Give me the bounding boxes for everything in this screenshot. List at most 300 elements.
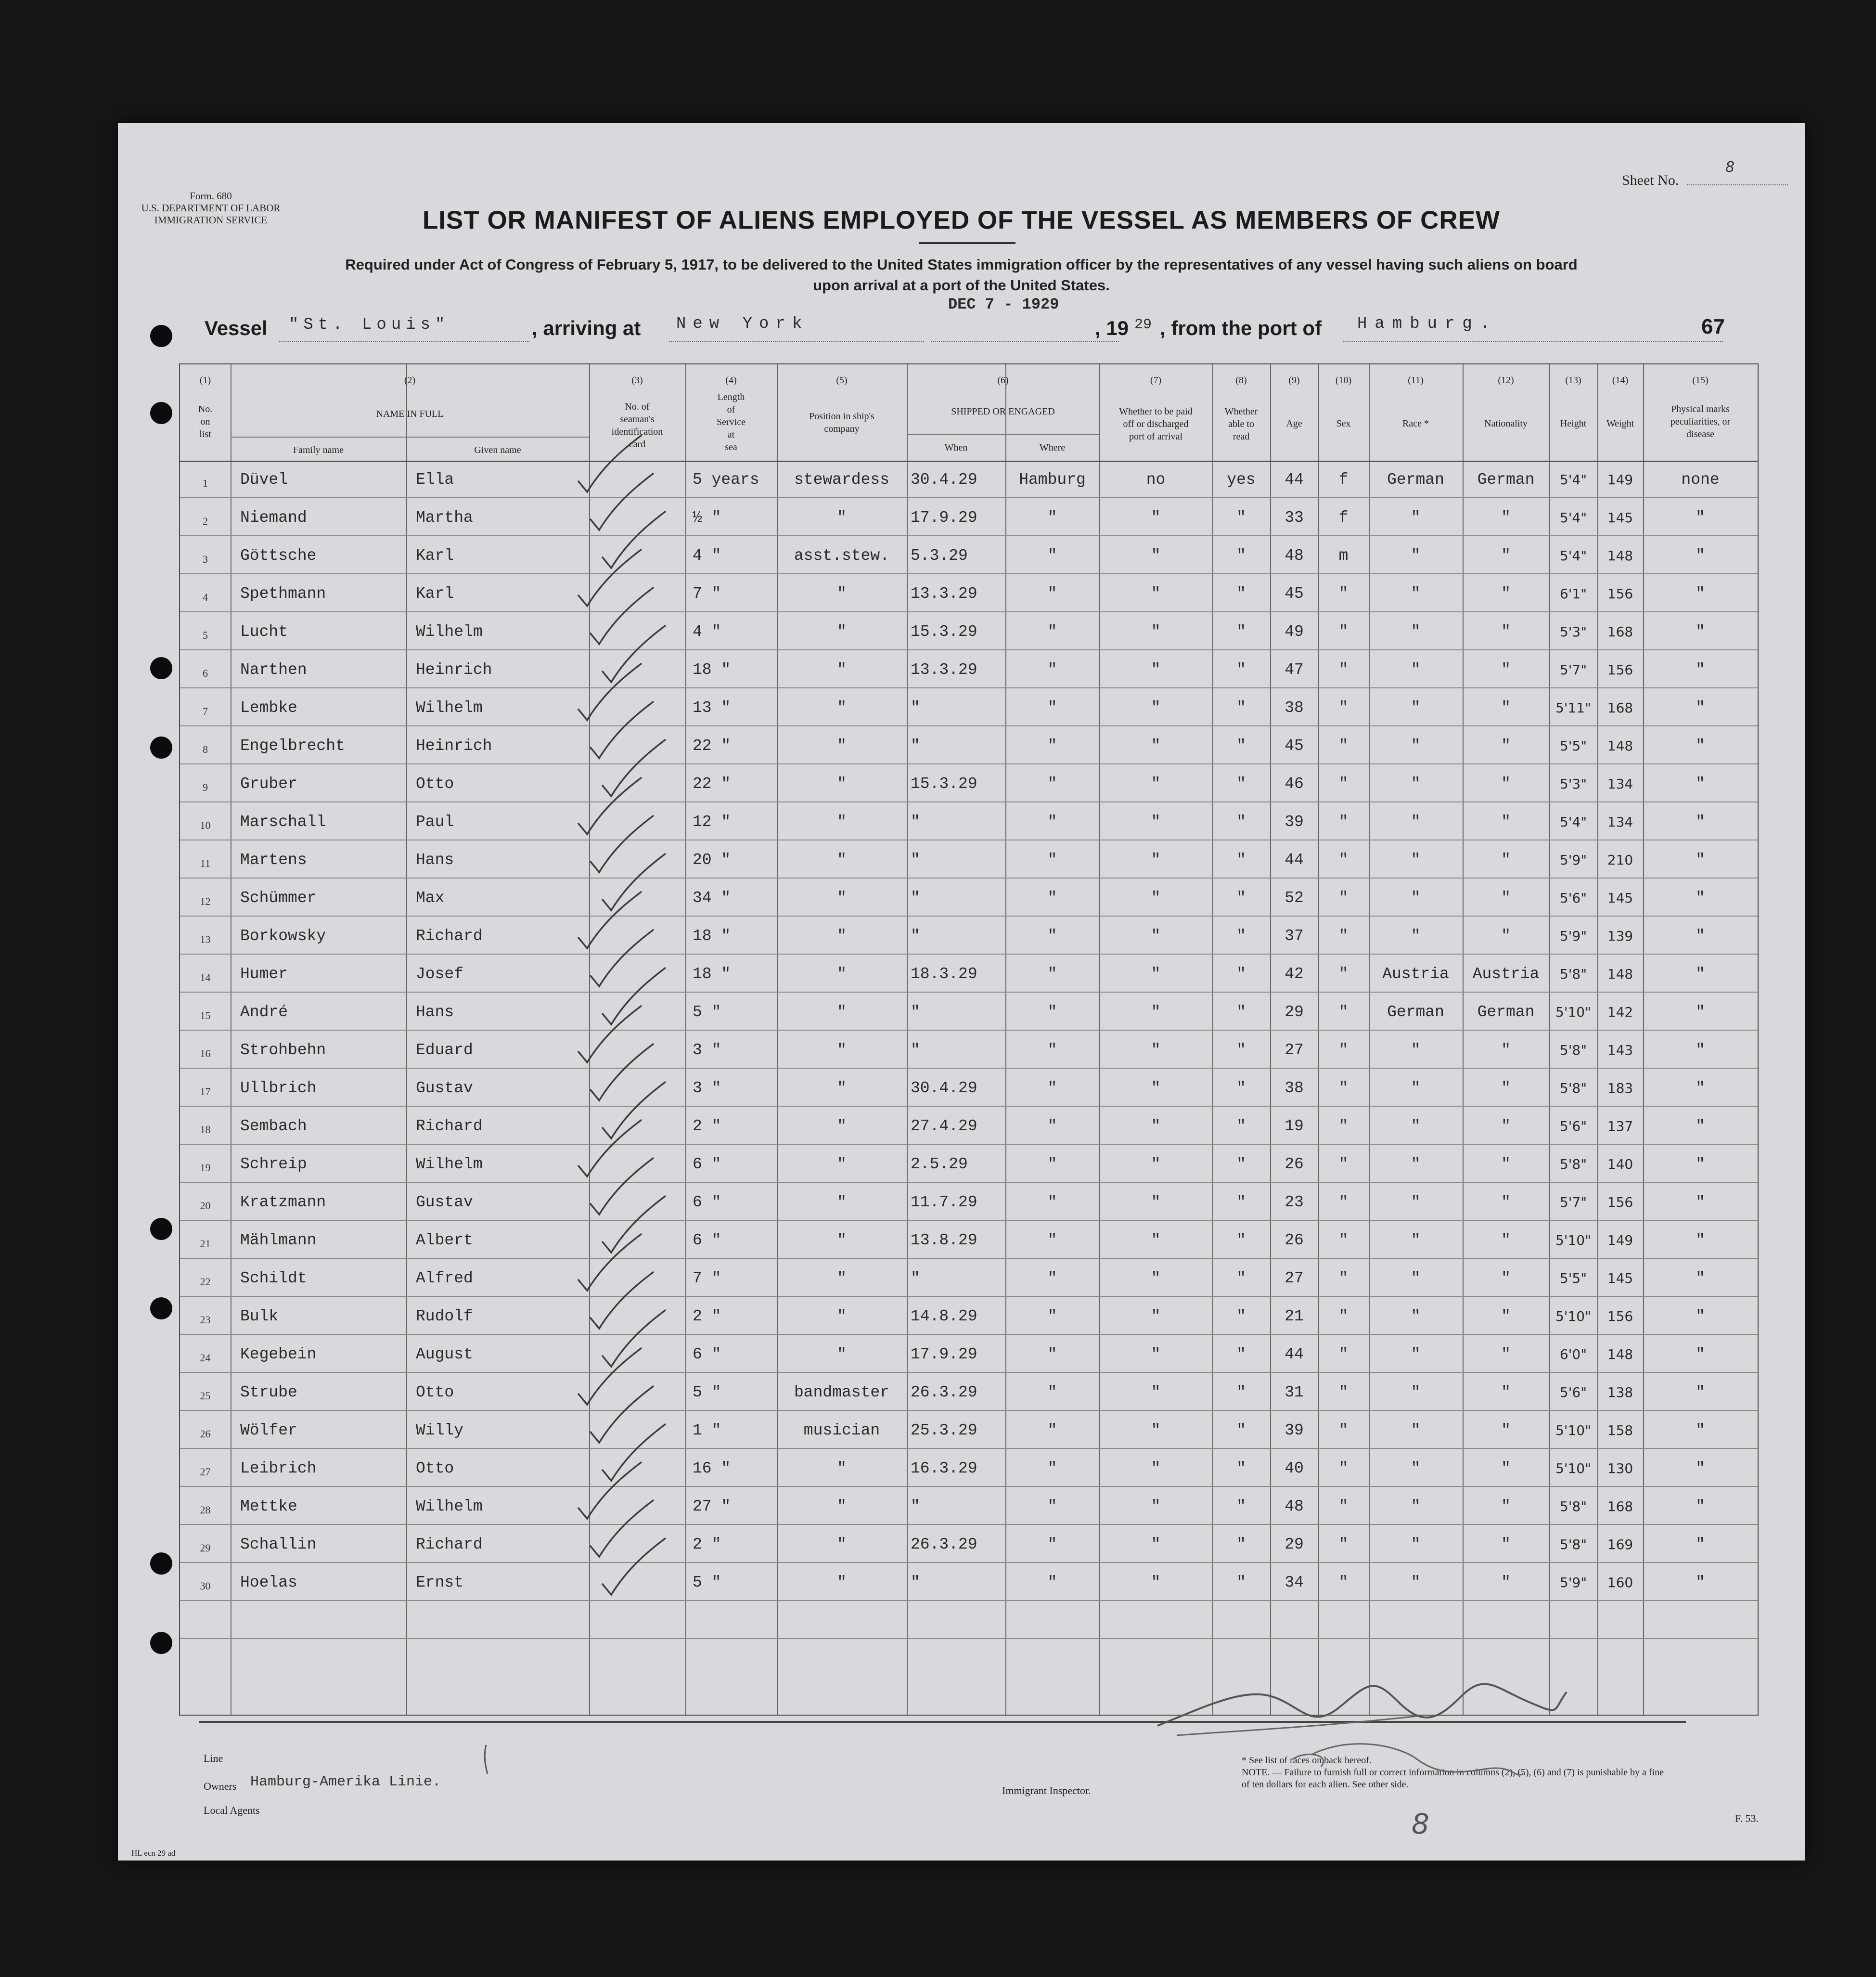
- cell-sex: ": [1338, 1117, 1349, 1135]
- cell-service: 18 ": [693, 661, 731, 679]
- row-number: 13: [200, 933, 211, 945]
- cell-marks: ": [1696, 927, 1705, 945]
- cell-age: 37: [1285, 927, 1304, 945]
- cell-paid: ": [1151, 813, 1161, 831]
- cell-when: 18.3.29: [911, 965, 977, 983]
- cell-sex: ": [1338, 1193, 1349, 1211]
- cell-weight: 160: [1607, 1575, 1633, 1590]
- cell-race: ": [1411, 1041, 1421, 1059]
- cell-marks: ": [1696, 623, 1705, 641]
- cell-given: Josef: [416, 965, 464, 983]
- cell-paid: ": [1151, 1460, 1161, 1477]
- cell-family: Wölfer: [240, 1421, 297, 1439]
- cell-height: 5'6": [1559, 1384, 1587, 1400]
- cell-read: ": [1236, 1383, 1246, 1401]
- row-number: 26: [200, 1428, 211, 1440]
- cell-nationality: ": [1501, 1079, 1511, 1097]
- cell-family: Hoelas: [240, 1574, 297, 1591]
- cell-given: Otto: [416, 1460, 454, 1477]
- col-2-label: NAME IN FULL: [376, 409, 444, 419]
- cell-when: 30.4.29: [911, 471, 977, 489]
- col-11-number: (11): [1408, 375, 1424, 386]
- cell-service: 4 ": [693, 623, 721, 641]
- cell-marks: ": [1696, 851, 1705, 869]
- departure-port: Hamburg.: [1357, 315, 1498, 333]
- cell-where: ": [1047, 1193, 1057, 1211]
- cell-weight: 145: [1607, 510, 1633, 526]
- manifest-sheet: [118, 123, 1805, 1861]
- cell-where: ": [1047, 775, 1057, 793]
- row-number: 17: [200, 1085, 211, 1098]
- cell-where: ": [1047, 1536, 1057, 1553]
- cell-service: 13 ": [693, 699, 731, 717]
- cell-nationality: ": [1501, 1155, 1511, 1173]
- cell-when: ": [911, 1041, 920, 1059]
- cell-given: Hans: [416, 851, 454, 869]
- cell-position: ": [837, 1307, 847, 1325]
- subtitle-line-2: upon arrival at a port of the United States.: [813, 277, 1110, 294]
- cell-family: Lembke: [240, 699, 297, 717]
- cell-race: ": [1411, 1383, 1421, 1401]
- cell-read: ": [1236, 1498, 1246, 1515]
- cell-weight: 210: [1607, 852, 1633, 868]
- cell-nationality: ": [1501, 1383, 1511, 1401]
- cell-when: 26.3.29: [911, 1383, 977, 1401]
- cell-height: 5'9": [1559, 1575, 1587, 1590]
- cell-where: ": [1047, 1003, 1057, 1021]
- cell-nationality: ": [1501, 1269, 1511, 1287]
- cell-height: 5'5": [1559, 738, 1587, 754]
- col-6-where-label: Where: [1039, 442, 1066, 453]
- cell-paid: ": [1151, 1383, 1161, 1401]
- cell-height: 5'9": [1559, 852, 1587, 868]
- cell-marks: none: [1681, 471, 1720, 489]
- cell-age: 45: [1285, 585, 1304, 603]
- row-number: 3: [203, 553, 208, 565]
- row-number: 29: [200, 1542, 211, 1554]
- cell-family: Schildt: [240, 1269, 307, 1287]
- cell-weight: 137: [1607, 1118, 1633, 1134]
- immigrant-inspector-label: Immigrant Inspector.: [1002, 1784, 1091, 1796]
- cell-read: ": [1236, 1269, 1246, 1287]
- cell-position: ": [837, 661, 847, 679]
- cell-sex: f: [1338, 509, 1349, 527]
- cell-sex: ": [1338, 1536, 1349, 1553]
- cell-sex: ": [1338, 1231, 1349, 1249]
- cell-marks: ": [1696, 965, 1705, 983]
- cell-where: ": [1047, 585, 1057, 603]
- cell-given: Ella: [416, 471, 454, 489]
- row-number: 19: [200, 1162, 211, 1174]
- cell-sex: ": [1338, 813, 1349, 831]
- col-8-label: Whether able to read: [1224, 406, 1258, 442]
- cell-nationality: ": [1501, 699, 1511, 717]
- cell-when: 5.3.29: [911, 547, 968, 565]
- cell-given: Otto: [416, 775, 454, 793]
- cell-sex: ": [1338, 1498, 1349, 1515]
- cell-read: ": [1236, 813, 1246, 831]
- col-9-label: Age: [1286, 418, 1302, 429]
- cell-age: 44: [1285, 851, 1304, 869]
- cell-height: 5'3": [1559, 776, 1587, 792]
- cell-age: 38: [1285, 699, 1304, 717]
- cell-where: ": [1047, 1421, 1057, 1439]
- cell-where: ": [1047, 1117, 1057, 1135]
- line-label: Line: [204, 1752, 223, 1764]
- cell-read: ": [1236, 775, 1246, 793]
- cell-nationality: ": [1501, 737, 1511, 755]
- cell-family: Leibrich: [240, 1460, 317, 1477]
- cell-height: 5'10": [1555, 1460, 1592, 1476]
- cell-weight: 142: [1607, 1004, 1633, 1020]
- cell-race: ": [1411, 1193, 1421, 1211]
- col-10-number: (10): [1335, 375, 1352, 386]
- cell-read: ": [1236, 1193, 1246, 1211]
- col-15-number: (15): [1692, 375, 1709, 386]
- cell-read: ": [1236, 1345, 1246, 1363]
- row-number: 6: [203, 667, 208, 679]
- cell-weight: 156: [1607, 586, 1633, 602]
- cell-service: 2 ": [693, 1117, 721, 1135]
- cell-race: ": [1411, 1345, 1421, 1363]
- cell-height: 5'4": [1559, 548, 1587, 564]
- cell-weight: 158: [1607, 1422, 1633, 1438]
- page-title: LIST OR MANIFEST OF ALIENS EMPLOYED OF THE VESSEL AS MEMBERS OF CREW: [422, 206, 1501, 234]
- col-13-number: (13): [1565, 375, 1581, 386]
- cell-race: ": [1411, 1536, 1421, 1553]
- cell-sex: ": [1338, 1079, 1349, 1097]
- row-number: 8: [203, 743, 208, 755]
- cell-given: Rudolf: [416, 1307, 473, 1325]
- cell-read: ": [1236, 1307, 1246, 1325]
- cell-read: ": [1236, 585, 1246, 603]
- cell-when: 14.8.29: [911, 1307, 977, 1325]
- cell-family: Niemand: [240, 509, 307, 527]
- sheet-number-label: Sheet No.: [1622, 172, 1679, 188]
- cell-given: Richard: [416, 1117, 483, 1135]
- cell-where: ": [1047, 927, 1057, 945]
- cell-family: Mählmann: [240, 1231, 317, 1249]
- row-number: 20: [200, 1200, 211, 1212]
- cell-marks: ": [1696, 813, 1705, 831]
- cell-given: Richard: [416, 927, 483, 945]
- cell-nationality: German: [1477, 471, 1535, 489]
- row-number: 16: [200, 1047, 211, 1060]
- col-15-label: Physical marks peculiarities, or disease: [1670, 404, 1731, 439]
- cell-position: ": [837, 851, 847, 869]
- cell-sex: ": [1338, 585, 1349, 603]
- cell-nationality: ": [1501, 1574, 1511, 1591]
- cell-nationality: ": [1501, 1307, 1511, 1325]
- cell-position: ": [837, 1574, 847, 1591]
- cell-age: 39: [1285, 813, 1304, 831]
- cell-paid: ": [1151, 737, 1161, 755]
- cell-where: ": [1047, 737, 1057, 755]
- cell-paid: ": [1151, 547, 1161, 565]
- cell-race: ": [1411, 1231, 1421, 1249]
- cell-paid: ": [1151, 1041, 1161, 1059]
- cell-height: 5'7": [1559, 662, 1587, 678]
- cell-where: ": [1047, 1345, 1057, 1363]
- cell-position: ": [837, 737, 847, 755]
- cell-race: ": [1411, 1498, 1421, 1515]
- row-number: 24: [200, 1352, 211, 1364]
- cell-family: Düvel: [240, 471, 288, 489]
- cell-read: yes: [1227, 471, 1256, 489]
- cell-sex: ": [1338, 851, 1349, 869]
- cell-given: Otto: [416, 1383, 454, 1401]
- cell-nationality: ": [1501, 585, 1511, 603]
- cell-family: Strube: [240, 1383, 297, 1401]
- margin-mark: [118, 123, 1805, 1861]
- cell-service: 6 ": [693, 1193, 721, 1211]
- cell-sex: ": [1338, 889, 1349, 907]
- cell-read: ": [1236, 927, 1246, 945]
- cell-family: Spethmann: [240, 585, 326, 603]
- cell-race: ": [1411, 623, 1421, 641]
- cell-given: Willy: [416, 1421, 464, 1439]
- cell-position: ": [837, 1460, 847, 1477]
- cell-age: 21: [1285, 1307, 1304, 1325]
- cell-marks: ": [1696, 1155, 1705, 1173]
- cell-weight: 168: [1607, 624, 1633, 640]
- col-10-label: Sex: [1336, 418, 1351, 429]
- cell-when: ": [911, 889, 920, 907]
- cell-weight: 139: [1607, 928, 1633, 944]
- cell-age: 27: [1285, 1041, 1304, 1059]
- col-4-label: Length of Service at sea: [717, 392, 745, 452]
- cell-position: ": [837, 1117, 847, 1135]
- cell-where: ": [1047, 699, 1057, 717]
- cell-sex: ": [1338, 965, 1349, 983]
- cell-nationality: ": [1501, 1498, 1511, 1515]
- cell-given: Karl: [416, 585, 454, 603]
- cell-height: 5'8": [1559, 966, 1587, 982]
- cell-height: 5'8": [1559, 1042, 1587, 1058]
- cell-position: ": [837, 623, 847, 641]
- cell-given: Eduard: [416, 1041, 473, 1059]
- cell-service: 3 ": [693, 1041, 721, 1059]
- cell-read: ": [1236, 661, 1246, 679]
- row-number: 1: [203, 477, 208, 489]
- cell-race: ": [1411, 1117, 1421, 1135]
- print-code: HL ecn 29 ad: [131, 1848, 176, 1858]
- arriving-port: New York: [676, 315, 809, 333]
- cell-when: ": [911, 1574, 920, 1591]
- cell-marks: ": [1696, 509, 1705, 527]
- cell-nationality: ": [1501, 1536, 1511, 1553]
- cell-position: ": [837, 1193, 847, 1211]
- cell-given: Gustav: [416, 1079, 473, 1097]
- cell-paid: ": [1151, 775, 1161, 793]
- col-6-when-label: When: [944, 442, 968, 453]
- cell-race: ": [1411, 1574, 1421, 1591]
- cell-marks: ": [1696, 1231, 1705, 1249]
- row-number: 15: [200, 1009, 211, 1021]
- penalty-note: NOTE. — Failure to furnish full or correct information in columns (2), (5), (6) and (7) is punishable by a fine of ten dollars for each alien. See other side.: [1242, 1767, 1664, 1790]
- col-2-given-label: Given name: [474, 445, 521, 455]
- cell-given: Hans: [416, 1003, 454, 1021]
- row-number: 14: [200, 971, 211, 983]
- row-number: 28: [200, 1504, 211, 1516]
- cell-where: ": [1047, 1460, 1057, 1477]
- col-1-number: (1): [199, 375, 211, 386]
- cell-race: ": [1411, 1079, 1421, 1097]
- cell-weight: 148: [1607, 548, 1633, 564]
- cell-service: 5 years: [693, 471, 759, 489]
- cell-where: ": [1047, 1041, 1057, 1059]
- cell-nationality: ": [1501, 813, 1511, 831]
- cell-weight: 149: [1607, 472, 1633, 488]
- cell-service: 5 ": [693, 1003, 721, 1021]
- cell-given: Karl: [416, 547, 454, 565]
- cell-weight: 148: [1607, 966, 1633, 982]
- cell-race: ": [1411, 1421, 1421, 1439]
- cell-age: 46: [1285, 775, 1304, 793]
- cell-paid: ": [1151, 1536, 1161, 1553]
- cell-race: ": [1411, 775, 1421, 793]
- cell-marks: ": [1696, 1421, 1705, 1439]
- cell-age: 44: [1285, 471, 1304, 489]
- cell-service: 7 ": [693, 585, 721, 603]
- cell-height: 5'8": [1559, 1080, 1587, 1096]
- cell-read: ": [1236, 889, 1246, 907]
- cell-paid: ": [1151, 1421, 1161, 1439]
- cell-nationality: ": [1501, 775, 1511, 793]
- cell-given: August: [416, 1345, 473, 1363]
- cell-marks: ": [1696, 1307, 1705, 1325]
- cell-position: ": [837, 927, 847, 945]
- cell-service: 20 ": [693, 851, 731, 869]
- col-14-number: (14): [1612, 375, 1629, 386]
- col-3-number: (3): [631, 375, 643, 386]
- cell-service: 22 ": [693, 775, 731, 793]
- cell-height: 5'10": [1555, 1308, 1592, 1324]
- cell-age: 29: [1285, 1003, 1304, 1021]
- cell-given: Wilhelm: [416, 699, 483, 717]
- cell-paid: ": [1151, 965, 1161, 983]
- cell-paid: ": [1151, 1345, 1161, 1363]
- cell-given: Wilhelm: [416, 1498, 483, 1515]
- cell-family: Strohbehn: [240, 1041, 326, 1059]
- cell-when: 26.3.29: [911, 1536, 977, 1553]
- cell-height: 5'7": [1559, 1194, 1587, 1210]
- row-number: 2: [203, 515, 208, 527]
- cell-when: 17.9.29: [911, 509, 977, 527]
- cell-nationality: ": [1501, 1193, 1511, 1211]
- cell-paid: ": [1151, 1193, 1161, 1211]
- row-number: 4: [203, 591, 208, 603]
- cell-marks: ": [1696, 775, 1705, 793]
- cell-when: 27.4.29: [911, 1117, 977, 1135]
- cell-family: Engelbrecht: [240, 737, 345, 755]
- cell-where: ": [1047, 1079, 1057, 1097]
- cell-position: ": [837, 1536, 847, 1553]
- cell-service: 3 ": [693, 1079, 721, 1097]
- cell-given: Ernst: [416, 1574, 464, 1591]
- cell-nationality: ": [1501, 1460, 1511, 1477]
- cell-race: ": [1411, 699, 1421, 717]
- col-7-number: (7): [1150, 375, 1162, 386]
- cell-marks: ": [1696, 1079, 1705, 1097]
- cell-read: ": [1236, 965, 1246, 983]
- cell-paid: ": [1151, 1307, 1161, 1325]
- cell-family: Mettke: [240, 1498, 297, 1515]
- cell-age: 31: [1285, 1383, 1304, 1401]
- cell-weight: 145: [1607, 1270, 1633, 1286]
- cell-when: ": [911, 1498, 920, 1515]
- cell-position: ": [837, 1041, 847, 1059]
- cell-sex: ": [1338, 623, 1349, 641]
- cell-nationality: ": [1501, 661, 1511, 679]
- cell-paid: ": [1151, 851, 1161, 869]
- cell-weight: 183: [1607, 1080, 1633, 1096]
- cell-read: ": [1236, 1117, 1246, 1135]
- cell-service: 12 ": [693, 813, 731, 831]
- col-7-label: Whether to be paid off or discharged port of arrival: [1119, 406, 1193, 442]
- cell-nationality: Austria: [1472, 965, 1540, 983]
- cell-weight: 134: [1607, 814, 1633, 830]
- cell-race: ": [1411, 547, 1421, 565]
- cell-given: Paul: [416, 813, 454, 831]
- cell-family: Kratzmann: [240, 1193, 326, 1211]
- row-number: 12: [200, 895, 211, 907]
- cell-service: 5 ": [693, 1383, 721, 1401]
- handwritten-page-mark: 8: [1412, 1808, 1429, 1840]
- cell-sex: ": [1338, 1574, 1349, 1591]
- cell-family: Schallin: [240, 1536, 317, 1553]
- cell-when: ": [911, 1003, 920, 1021]
- cell-service: 27 ": [693, 1498, 731, 1515]
- cell-service: 1 ": [693, 1421, 721, 1439]
- cell-read: ": [1236, 1041, 1246, 1059]
- col-1-label: No. on list: [198, 404, 213, 439]
- col-12-label: Nationality: [1484, 418, 1528, 429]
- cell-height: 5'10": [1555, 1232, 1592, 1248]
- cell-where: ": [1047, 813, 1057, 831]
- row-number: 9: [203, 781, 208, 793]
- cell-family: Schümmer: [240, 889, 317, 907]
- cell-given: Wilhelm: [416, 1155, 483, 1173]
- cell-position: ": [837, 1079, 847, 1097]
- cell-height: 5'4": [1559, 510, 1587, 526]
- cell-read: ": [1236, 547, 1246, 565]
- cell-read: ": [1236, 1079, 1246, 1097]
- col-5-label: Position in ship's company: [809, 411, 874, 434]
- cell-age: 49: [1285, 623, 1304, 641]
- cell-when: ": [911, 737, 920, 755]
- cell-marks: ": [1696, 547, 1705, 565]
- cell-height: 6'0": [1559, 1346, 1587, 1362]
- cell-position: ": [837, 1498, 847, 1515]
- cell-where: ": [1047, 1231, 1057, 1249]
- cell-paid: ": [1151, 927, 1161, 945]
- cell-where: ": [1047, 965, 1057, 983]
- cell-race: ": [1411, 1460, 1421, 1477]
- cell-age: 48: [1285, 1498, 1304, 1515]
- cell-height: 5'9": [1559, 928, 1587, 944]
- cell-position: ": [837, 1269, 847, 1287]
- cell-height: 5'4": [1559, 814, 1587, 830]
- cell-service: 2 ": [693, 1307, 721, 1325]
- col-8-number: (8): [1235, 375, 1247, 386]
- cell-where: Hamburg: [1019, 471, 1086, 489]
- cell-height: 5'6": [1559, 1118, 1587, 1134]
- col-13-label: Height: [1560, 418, 1587, 429]
- date-stamp: DEC 7 - 1929: [948, 296, 1059, 313]
- cell-sex: f: [1338, 471, 1349, 489]
- cell-race: ": [1411, 927, 1421, 945]
